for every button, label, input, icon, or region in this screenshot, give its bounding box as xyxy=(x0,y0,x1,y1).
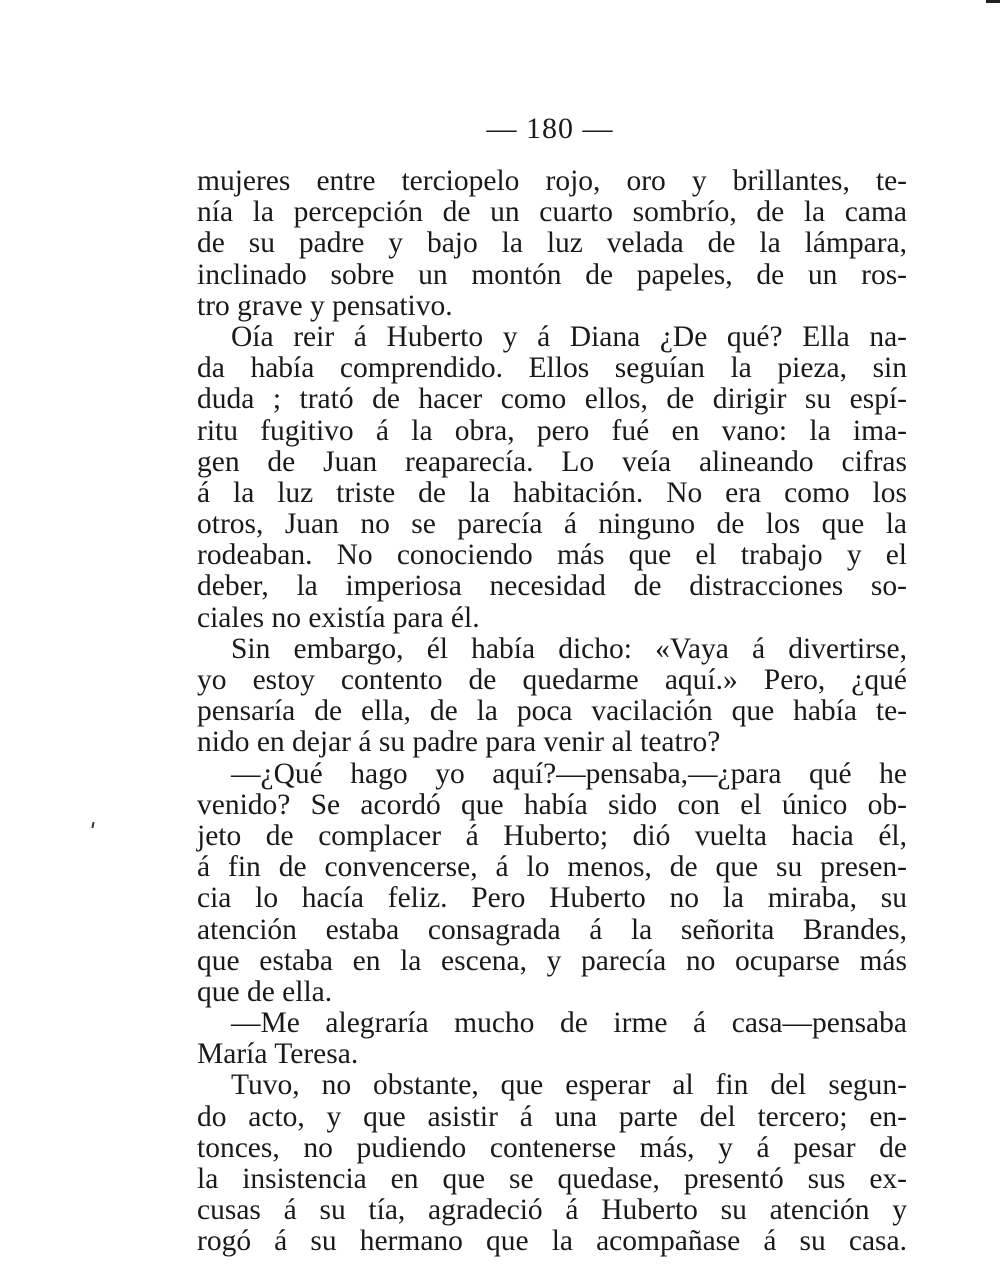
text-line: rodeaban. No conociendo más que el trabajo y el xyxy=(197,539,907,572)
text-line: tonces, no pudiendo contenerse más, y á pesar de xyxy=(197,1131,907,1164)
text-line: Oía reir á Huberto y á Diana ¿De qué? Ella na- xyxy=(231,320,907,353)
text-line: Tuvo, no obstante, que esperar al fin del segun- xyxy=(231,1069,907,1102)
text-line: pensaría de ella, de la poca vacilación que había te- xyxy=(197,695,907,728)
text-line: —Me alegraría mucho de irme á casa—pensaba xyxy=(231,1007,907,1040)
scan-corner-mark xyxy=(986,0,1000,3)
text-line: mujeres entre terciopelo rojo, oro y brillantes, te- xyxy=(197,165,907,197)
text-line: á fin de convencerse, á lo menos, de que su presen- xyxy=(197,851,907,884)
text-line: otros, Juan no se parecía á ninguno de los que la xyxy=(197,508,907,541)
text-line: nido en dejar á su padre para venir al teatro? xyxy=(197,726,721,759)
text-line: —¿Qué hago yo aquí?—pensaba,—¿para qué he xyxy=(231,757,907,790)
text-line: yo estoy contento de quedarme aquí.» Pero, ¿qué xyxy=(197,664,907,696)
text-line: de su padre y bajo la luz velada de la lámpara, xyxy=(197,227,907,260)
text-line: María Teresa. xyxy=(197,1038,359,1071)
text-line: rogó á su hermano que la acompañase á su casa. xyxy=(197,1225,907,1258)
text-line: Sin embargo, él había dicho: «Vaya á divertirse, xyxy=(231,632,907,665)
text-line: á la luz triste de la habitación. No era como los xyxy=(197,476,907,509)
text-line: duda ; trató de hacer como ellos, de dirigir su espí- xyxy=(197,383,907,416)
text-line: inclinado sobre un montón de papeles, de un ros- xyxy=(197,258,907,291)
text-line: que estaba en la escena, y parecía no ocuparse más xyxy=(197,944,907,977)
text-line: jeto de complacer á Huberto; dió vuelta hacia él, xyxy=(197,819,907,852)
text-line: da había comprendido. Ellos seguían la pieza, sin xyxy=(197,352,907,385)
text-line: la insistencia en que se quedase, presentó sus ex- xyxy=(197,1163,907,1195)
text-line: nía la percepción de un cuarto sombrío, de la cama xyxy=(197,196,907,229)
text-line: que de ella. xyxy=(197,975,333,1008)
text-line: venido? Se acordó que había sido con el único ob- xyxy=(197,788,907,821)
text-line: cusas á su tía, agradeció á Huberto su atención y xyxy=(197,1194,907,1227)
text-line: gen de Juan reaparecía. Lo veía alineando cifras xyxy=(197,445,907,478)
text-line: ritu fugitivo á la obra, pero fué en vano: la ima- xyxy=(197,414,907,447)
page-number: — 180 — xyxy=(486,112,614,145)
text-line: atención estaba consagrada á la señorita Brandes, xyxy=(197,913,907,946)
text-line: do acto, y que asistir á una parte del tercero; en- xyxy=(197,1100,907,1133)
text-line: deber, la imperiosa necesidad de distracciones so- xyxy=(197,570,907,603)
ink-speck xyxy=(91,822,94,828)
text-line: cia lo hacía feliz. Pero Huberto no la miraba, su xyxy=(197,882,907,915)
text-line: ciales no existía para él. xyxy=(197,601,480,634)
body-text xyxy=(197,166,907,1258)
text-line: tro grave y pensativo. xyxy=(197,289,453,322)
